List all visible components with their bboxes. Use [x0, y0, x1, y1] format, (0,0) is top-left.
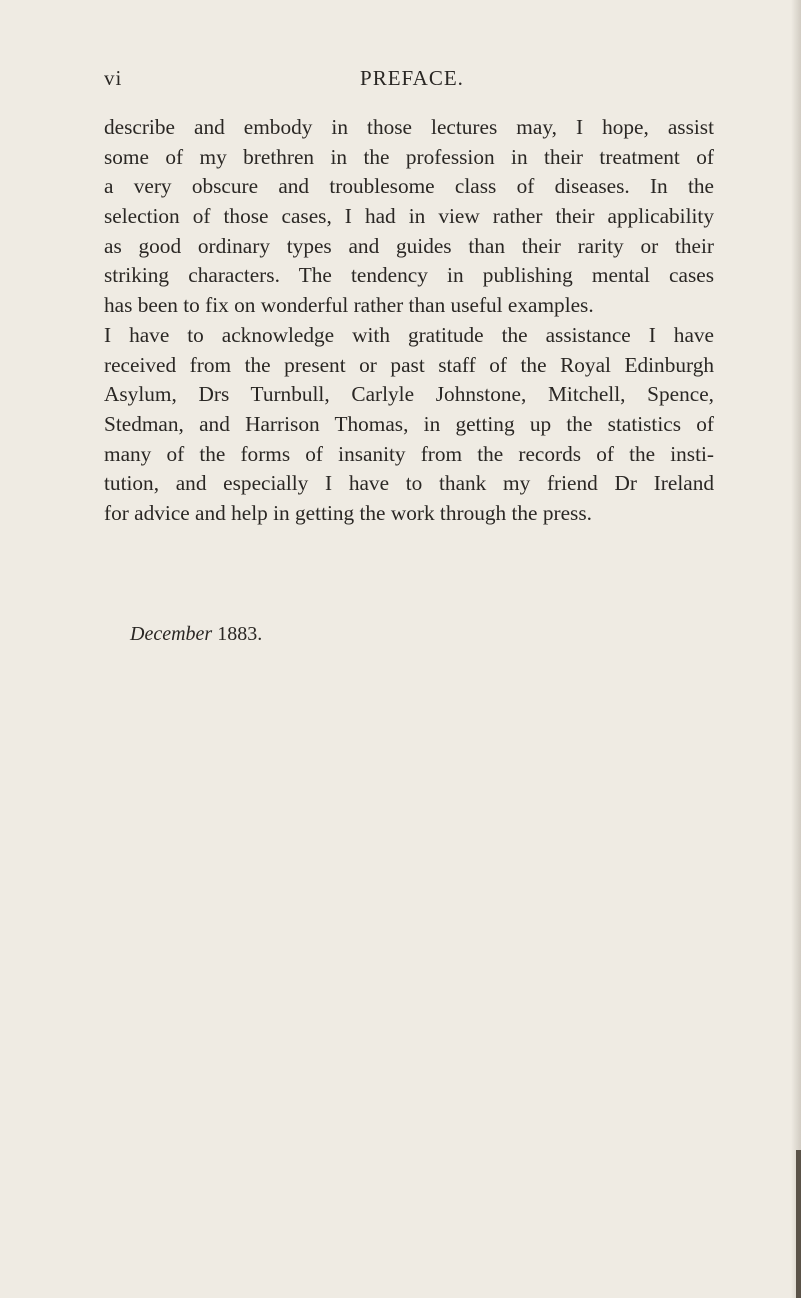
text-line: has been to fix on wonderful rather than useful examples.	[104, 293, 594, 318]
dateline-year: 1883.	[217, 623, 263, 645]
text-line: received from the present or past staff of the Royal Edinburgh	[104, 352, 714, 377]
text-line: for advice and help in getting the work through the press.	[104, 500, 592, 525]
page-edge-shadow	[791, 0, 801, 1298]
page-edge-mark	[796, 1150, 801, 1298]
dateline-month: December	[130, 623, 213, 645]
text-line: describe and embody in those lectures may, I hope, assist	[104, 115, 714, 139]
dateline	[130, 623, 262, 646]
text-line: I have to acknowledge with gratitude the assistance I have	[104, 322, 714, 347]
running-title: PREFACE.	[360, 66, 464, 90]
preface-text	[104, 113, 714, 529]
text-line: many of the forms of insanity from the records of the insti-	[104, 441, 714, 466]
text-line: selection of those cases, I had in view rather their applicability	[104, 204, 714, 229]
text-line: a very obscure and troublesome class of diseases. In the	[104, 174, 714, 199]
page-number: vi	[104, 66, 123, 90]
text-line: as good ordinary types and guides than their rarity or their	[104, 233, 714, 258]
running-head	[104, 66, 714, 96]
text-line: Asylum, Drs Turnbull, Carlyle Johnstone, Mitchell, Spence,	[104, 382, 714, 407]
text-line: striking characters. The tendency in publishing mental cases	[104, 263, 714, 288]
text-line: Stedman, and Harrison Thomas, in getting up the statistics of	[104, 411, 714, 436]
text-line: tution, and especially I have to thank my friend Dr Ireland	[104, 471, 714, 496]
text-line: some of my brethren in the profession in their treatment of	[104, 144, 714, 169]
